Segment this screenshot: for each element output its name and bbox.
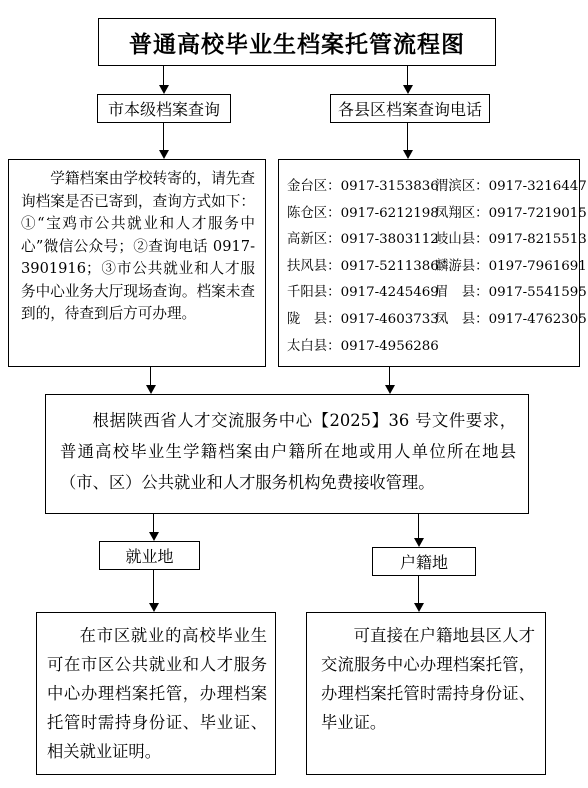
county-phone-entry [287,281,439,300]
county-phone-entry [287,175,439,194]
arrow-title-county [403,85,413,94]
hukou-location-label: 户籍地 [372,547,476,576]
district-name: 金台区： [287,179,341,194]
county-phone-entry [435,281,587,300]
phone-number: 0917-4762305 [488,312,587,327]
city-query-instructions: 学籍档案由学校转寄的，请先查询档案是否已寄到，查询方式如下：①“宝鸡市公共就业和人才服务中心”微信公众号；②查询电话 0917-3901916；③市公共就业和人才服务中心业务大厅现场查询。档案未查到的，待查到后方可办理。 [8,159,266,367]
arrow-policy-hukou [414,538,424,547]
county-phone-entry [287,308,439,327]
flowchart-title: 普通高校毕业生档案托管流程图 [98,18,496,66]
arrow-employment-detail [149,603,159,612]
county-phone-entry [287,255,439,274]
connector-policy-hukou [418,514,419,539]
county-phone-entry [287,202,439,221]
arrow-hukou-detail [414,603,424,612]
county-phone-list [278,159,587,367]
phone-number: 0917-6212198 [340,205,439,221]
connector-policy-employment [153,514,154,533]
phone-number: 0917-8215513 [488,232,587,248]
city-query-label: 市本级档案查询 [97,94,231,123]
district-name: 高新区： [287,232,341,248]
district-name: 凤翔区： [435,205,489,221]
connector-city-content [163,123,164,151]
phone-number: 0917-5211386 [340,258,439,274]
phone-number: 0917-3803112 [340,232,439,248]
county-phone-entry [435,202,587,221]
district-name: 渭滨区： [435,179,489,194]
arrow-county-content [403,150,413,159]
district-name: 陈仓区： [287,205,341,221]
district-name: 凤 县： [435,312,489,327]
phone-number: 0917-3216447 [488,179,587,194]
district-name: 扶风县： [287,258,341,274]
arrow-city-content [159,150,169,159]
arrow-title-city [159,85,169,94]
policy-statement: 根据陕西省人才交流服务中心【2025】36 号文件要求，普通高校毕业生学籍档案由户籍所在地或用人单位所在地县（市、区）公共就业和人才服务机构免费接收管理。 [45,394,529,514]
phone-number: 0917-5541595 [488,285,587,301]
employment-location-label: 就业地 [99,541,200,570]
connector-county-policy [389,367,390,386]
phone-number: 0197-7961691 [488,258,587,274]
county-phone-entry [435,228,587,247]
district-name: 千阳县： [287,285,341,301]
employment-instructions: 在市区就业的高校毕业生可在市区公共就业和人才服务中心办理档案托管，办理档案托管时需持身份证、毕业证、相关就业证明。 [36,612,276,775]
connector-county-content [407,123,408,151]
district-name: 岐山县： [435,232,489,248]
district-name: 太白县： [287,338,341,354]
phone-number: 0917-4603733 [340,312,439,327]
county-phone-entry [435,255,587,274]
connector-title-city [163,66,164,86]
phone-number: 0917-3153836 [340,179,439,194]
hukou-instructions: 可直接在户籍地县区人才交流服务中心办理档案托管，办理档案托管时需持身份证、毕业证。 [306,612,546,775]
connector-title-county [407,66,408,86]
arrow-city-policy [146,385,156,394]
district-name: 眉 县： [435,285,489,301]
phone-number: 0917-7219015 [488,205,587,221]
connector-hukou-detail [418,576,419,604]
county-query-label: 各县区档案查询电话 [330,94,490,123]
district-name: 陇 县： [287,312,341,327]
district-name: 麟游县： [435,258,489,274]
county-phone-entry [435,308,587,327]
county-phone-entry [287,228,439,247]
county-phone-entry [435,175,587,194]
county-phone-entry [287,335,439,354]
arrow-policy-employment [149,532,159,541]
phone-number: 0917-4956286 [340,338,439,354]
connector-city-policy [150,367,151,386]
phone-number: 0917-4245469 [340,285,439,301]
connector-employment-detail [153,570,154,604]
arrow-county-policy [385,385,395,394]
